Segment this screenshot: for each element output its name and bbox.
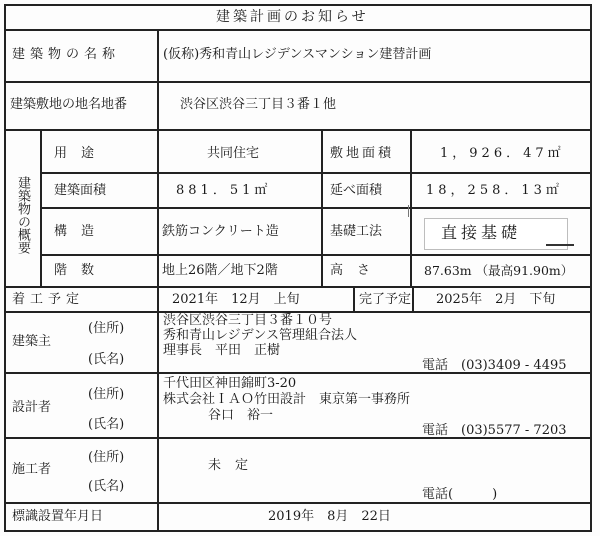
rule [353, 286, 355, 313]
building-name-label: 建築物の名称 [12, 47, 121, 62]
structure-value: 鉄筋コンクリート造 [162, 224, 279, 239]
contractor-label: 施工者 [12, 462, 52, 477]
site-address-value: 渋谷区渋谷三丁目３番１他 [180, 97, 337, 112]
height-label: 高さ [330, 263, 385, 278]
foundation-value: 直接基礎 [441, 223, 522, 242]
owner-name-label: (氏名) [88, 352, 125, 367]
rule [4, 29, 592, 31]
floors-label: 階数 [54, 263, 109, 278]
designer-name-label: (氏名) [88, 417, 125, 432]
scan-mark [546, 244, 574, 246]
rule [4, 286, 592, 288]
rule [157, 29, 159, 532]
page-title: 建築計画のお知らせ [216, 9, 369, 25]
start-label: 着工予定 [12, 292, 85, 307]
rule [590, 4, 592, 532]
rule [4, 129, 592, 131]
owner-address: 渋谷区渋谷三丁目３番１０号 [163, 313, 333, 328]
rule [4, 502, 592, 504]
building-area-label: 建築面積 [54, 183, 107, 198]
rule [4, 4, 6, 532]
structure-label: 構造 [54, 224, 109, 239]
use-label: 用途 [54, 146, 109, 161]
rule [412, 286, 414, 313]
rule [40, 129, 42, 288]
height-value: 87.63m （最高91.90m） [424, 263, 574, 278]
posting-date-label: 標識設置年月日 [12, 509, 104, 524]
owner-phone: 電話 (03)3409 - 4495 [422, 358, 567, 373]
floors-value: 地上26階／地下2階 [162, 263, 278, 278]
rule [4, 530, 592, 532]
completion-label: 完了予定 [359, 292, 412, 307]
contractor-phone: 電話( ) [422, 487, 498, 502]
start-value: 2021年 12月 上旬 [172, 292, 300, 307]
contractor-name-label: (氏名) [88, 479, 125, 494]
building-area-value: 881．51㎡ [176, 183, 272, 198]
completion-value: 2025年 2月 下旬 [436, 292, 556, 307]
owner-rep: 理事長 平田 正樹 [163, 343, 281, 358]
use-value: 共同住宅 [207, 146, 260, 161]
designer-address-label: (住所) [88, 387, 125, 402]
building-name-value: (仮称)秀和青山レジデンスマンション建替計画 [163, 47, 432, 62]
floor-area-label: 延べ面積 [330, 183, 383, 198]
contractor-address-label: (住所) [88, 450, 125, 465]
scan-mark [408, 205, 409, 217]
designer-address: 千代田区神田錦町3-20 [163, 376, 297, 391]
designer-phone: 電話 (03)5577 - 7203 [422, 423, 567, 438]
rule [4, 4, 592, 6]
rule [4, 81, 592, 83]
owner-address-label: (住所) [88, 321, 125, 336]
site-area-label: 敷地面積 [330, 146, 395, 161]
overview-label: 建築物の概要 [15, 176, 30, 254]
rule [40, 207, 592, 209]
site-address-label: 建築敷地の地名地番 [10, 97, 128, 112]
site-area-value: 1，926．47㎡ [440, 146, 565, 161]
contractor-value: 未定 [208, 458, 263, 473]
foundation-label: 基礎工法 [330, 224, 383, 239]
rule [410, 129, 412, 288]
designer-org: 株式会社ＩＡＯ竹田設計 東京第一事務所 [163, 392, 411, 407]
rule [321, 129, 323, 288]
rule [40, 254, 592, 256]
rule [40, 172, 592, 174]
owner-org: 秀和青山レジデンス管理組合法人 [163, 328, 358, 343]
owner-label: 建築主 [12, 334, 52, 349]
floor-area-value: 18，258．13㎡ [426, 183, 563, 198]
designer-rep: 谷口 裕一 [208, 408, 274, 423]
designer-label: 設計者 [12, 400, 52, 415]
posting-date-value: 2019年 8月 22日 [268, 509, 391, 524]
